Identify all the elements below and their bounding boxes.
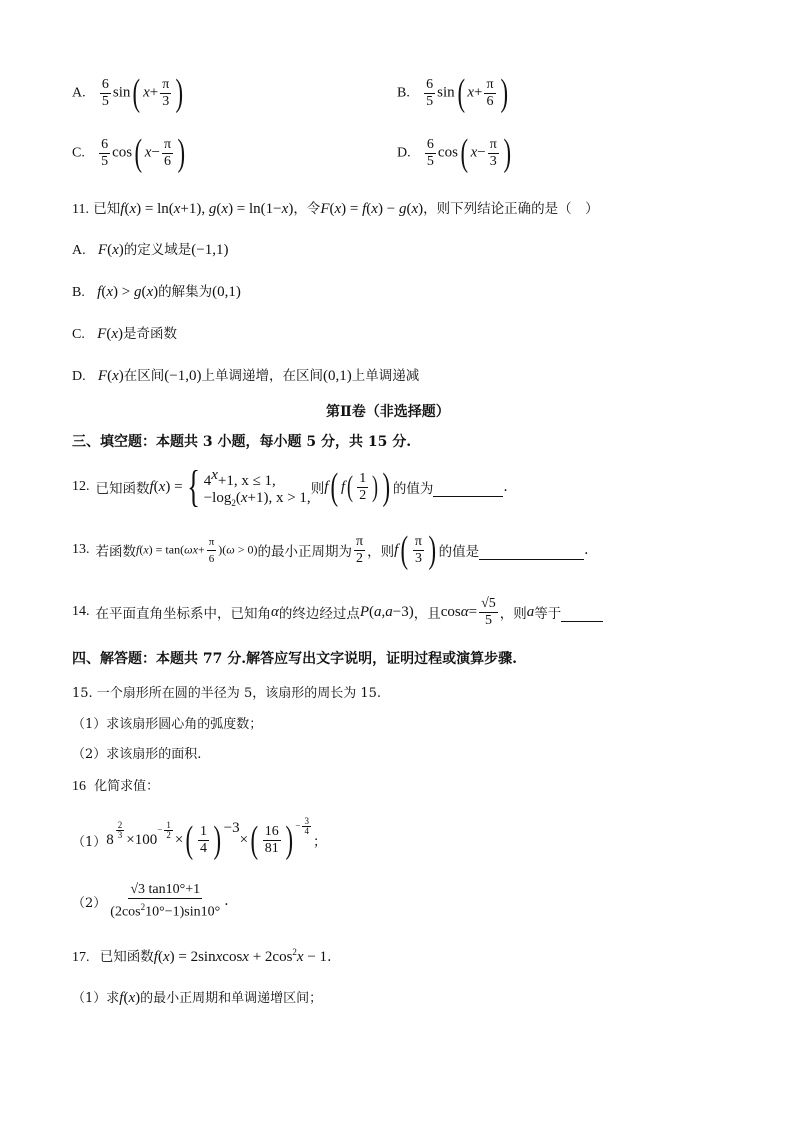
q13: 13. 若函数 f(x) = tan(ωx+ $\frac{\pi}{6}$ )(ω > 0) 的最小正周期为 $\frac{\pi}{2}$ ，则 f ( $\frac{\pi}{3}$ ) 的值是 . (72, 529, 589, 571)
q10-option-a: A. $\frac{6}{5}$ sin( x+ $\frac{\pi}{3}$ ) (72, 72, 184, 114)
q17-stem: 17. 已知函数f(x) = 2sinxcosx + $2\cos^2x - 1$. (72, 947, 332, 965)
q11-option-c: C. F(x)是奇函数 (72, 326, 177, 342)
option-label: A. (72, 85, 86, 101)
q12: 12. 已知函数 f ( x ) = { $4^x+1$, x ≤ 1, $-\log_2(x+1)$, x > 1, 则 f ( f ( $\frac{1}{2}$ ) ) 的值为 . (72, 462, 508, 511)
solve-header: 四、解答题：本题共 77 分.解答应写出文字说明，证明过程或演算步骤. (72, 651, 517, 667)
q17-part1: （1）求f(x)的最小正周期和单调递增区间； (72, 990, 323, 1006)
q15-part2: （2）求该扇形的面积. (72, 747, 202, 762)
piecewise-cases: $4^x+1$, x ≤ 1, $-\log_2(x+1)$, x > 1, (203, 466, 311, 508)
q11-option-d: D. F(x)在区间(−1,0)上单调递增，在区间(0,1)上单调递减 (72, 368, 420, 384)
q16-part2: （2） $\frac{√3 \tan 10^\circ+1}{(2\cos^210^\circ-1)\sin 10^\circ}$ . (72, 881, 229, 920)
q10-option-d: D. $\frac{6}{5}$ cos( x− $\frac{\pi}{3}$ ) (397, 132, 511, 174)
answer-blank[interactable] (479, 541, 584, 560)
fill-header: 三、填空题：本题共 3 小题，每小题 5 分，共 15 分. (72, 434, 412, 450)
q16-part1: （1） 8 $^{\frac{2}{3}}$ ×100 $^{- \frac{1}{2}}$ × ( $\frac{1}{4}$ ) $^{-3}$ × ( $\frac{16}{81}$ ) $^{- \frac{3}{4}}$ ； (72, 815, 327, 861)
q10-option-b: B. $\frac{6}{5}$ sin( x+ $\frac{\pi}{6}$ ) (397, 72, 508, 114)
q15-part1: （1）求该扇形圆心角的弧度数； (72, 717, 263, 732)
answer-blank[interactable] (561, 603, 603, 622)
answer-blank[interactable] (433, 478, 503, 497)
coef-fraction: $\frac{6}{5}$ (101, 76, 109, 109)
q11-option-a: A. F(x)的定义域是(−1,1) (72, 242, 229, 258)
q15-stem: 15. 一个扇形所在圆的半径为 5，该扇形的周长为 15. (72, 686, 382, 701)
q11-stem: 11. 已知f(x) = ln(x+1), g(x) = ln(1−x)，令F(x) = f(x) − g(x)，则下列结论正确的是（ ） (72, 201, 599, 217)
section-title: 第Ⅱ卷（非选择题） (326, 404, 450, 420)
q11-option-b: B. f(x) > g(x)的解集为(0,1) (72, 284, 241, 300)
q10-option-c: C. $\frac{6}{5}$ cos( x− $\frac{\pi}{6}$ ) (72, 132, 186, 174)
q14: 14. 在平面直角坐标系中，已知角 α 的终边经过点 P ( a , a −3) ，且 cos α = $\frac{√5}{5}$ ，则 a 等于 (72, 592, 603, 632)
q16-stem: 16 化简求值： (72, 779, 160, 794)
piecewise-brace: { (186, 462, 200, 511)
